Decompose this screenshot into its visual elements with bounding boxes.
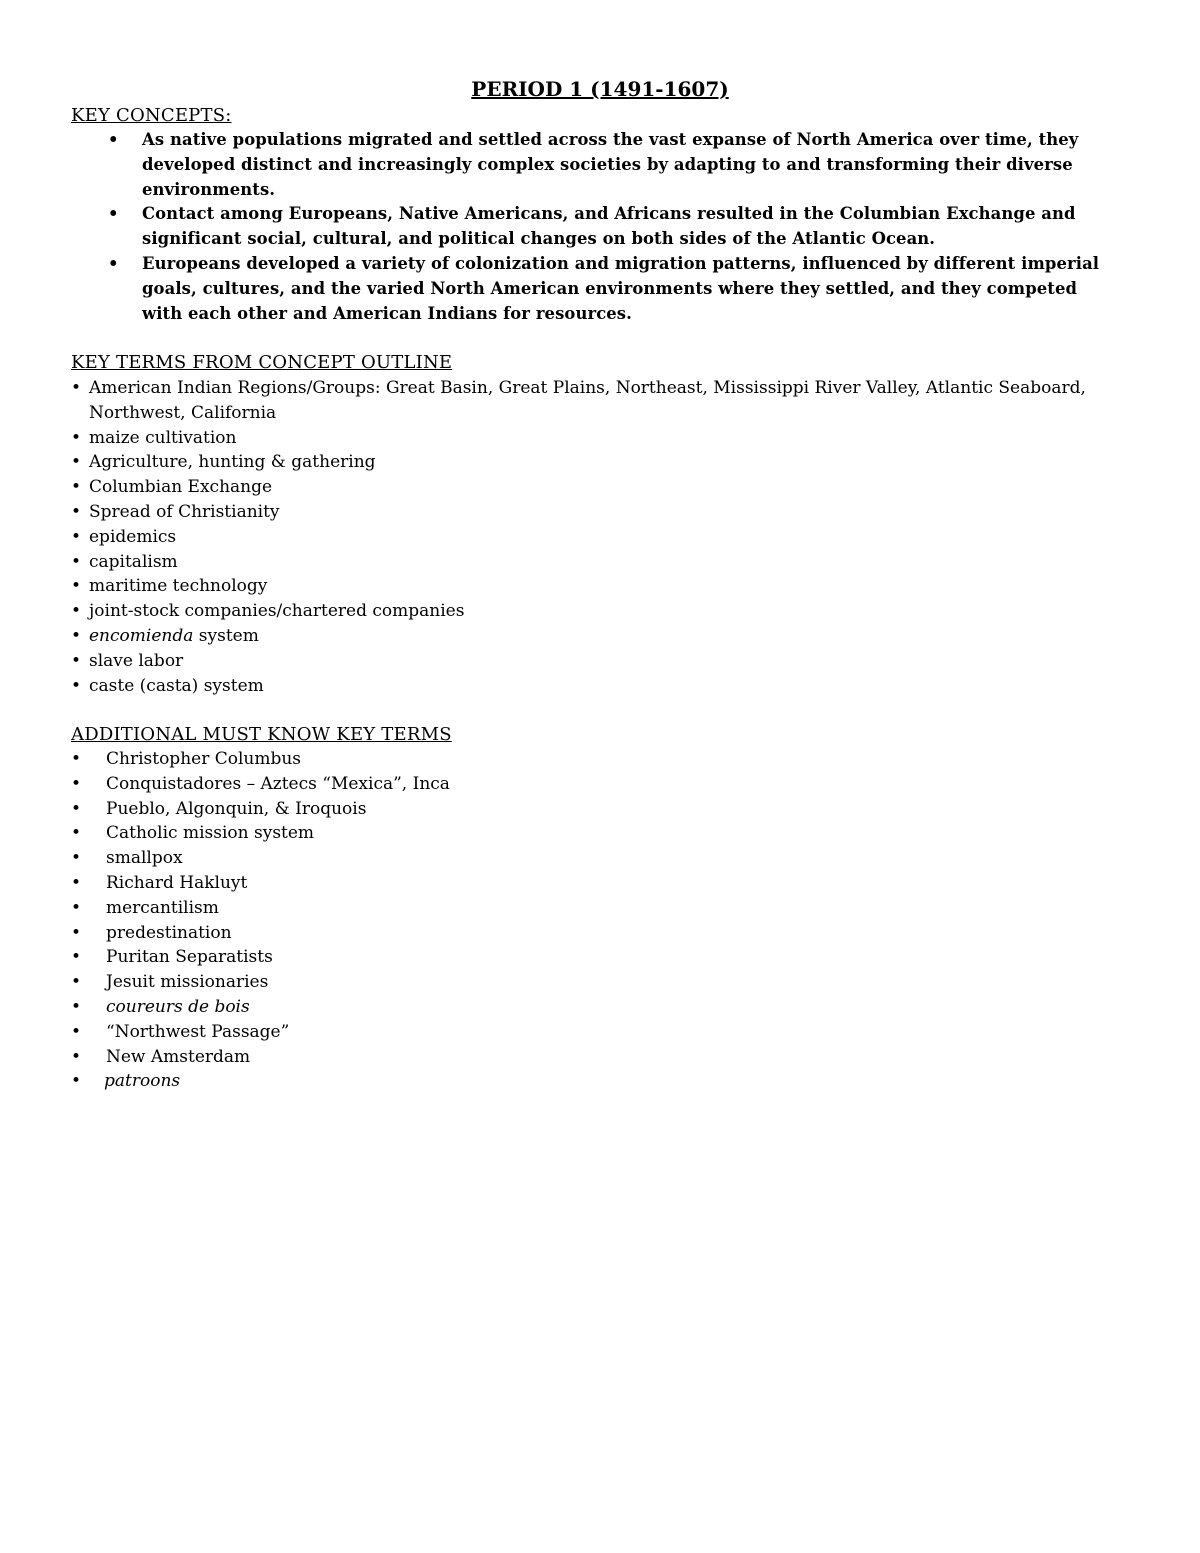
additional-term-text: “Northwest Passage”	[106, 1021, 290, 1042]
additional-term-item	[71, 896, 771, 921]
key-term-item	[71, 599, 1131, 624]
key-term-item	[71, 674, 1131, 699]
bullet-icon: •	[71, 526, 82, 547]
bullet-icon: •	[71, 897, 82, 918]
additional-term-text: mercantilism	[106, 897, 219, 918]
additional-term-text: smallpox	[106, 848, 183, 869]
bullet-icon: •	[108, 130, 119, 149]
key-term-text: capitalism	[89, 551, 178, 572]
bullet-icon: •	[71, 625, 82, 646]
additional-term-item	[71, 921, 771, 946]
key-term-text: maritime technology	[89, 576, 268, 597]
key-concepts-list	[108, 128, 1118, 326]
bullet-icon: •	[71, 947, 82, 968]
key-term-item	[71, 376, 1131, 426]
key-term-text: Agriculture, hunting & gathering	[89, 452, 376, 473]
key-term-text: Columbian Exchange	[89, 477, 273, 498]
key-term-item	[71, 475, 1131, 500]
additional-term-text: Christopher Columbus	[106, 749, 302, 769]
key-concept-text: As native populations migrated and settled across the vast expanse of North America over time, they developed distinct and increasingly complex societies by adapting to and transforming their diverse environments.	[142, 130, 1079, 199]
key-term-item	[71, 500, 1131, 525]
page-title: PERIOD 1 (1491-1607)	[471, 77, 729, 101]
additional-term-item	[71, 821, 771, 846]
key-terms-heading: KEY TERMS FROM CONCEPT OUTLINE	[71, 352, 453, 373]
key-term-item	[71, 649, 1131, 674]
additional-term-item	[71, 846, 771, 871]
bullet-icon: •	[108, 204, 119, 224]
key-concept-item	[108, 128, 1118, 202]
key-term-text: epidemics	[89, 526, 177, 547]
key-term-italic-text: encomienda	[89, 625, 194, 646]
key-concept-text: Contact among Europeans, Native Americans, and Africans resulted in the Columbian Exchange and significant social, cultural, and political changes on both sides of the Atlantic Ocean.	[142, 204, 1076, 249]
bullet-icon: •	[71, 1021, 82, 1042]
additional-term-item	[71, 1045, 771, 1070]
additional-term-text: predestination	[106, 922, 232, 943]
key-term-text: joint-stock companies/chartered companies	[89, 601, 465, 622]
bullet-icon: •	[71, 675, 82, 696]
additional-term-text: Catholic mission system	[106, 823, 315, 844]
bullet-icon: •	[71, 650, 82, 671]
bullet-icon: •	[71, 477, 82, 498]
key-term-item	[71, 550, 1131, 575]
bullet-icon: •	[71, 378, 82, 398]
bullet-icon: •	[71, 972, 82, 993]
additional-term-item	[71, 797, 771, 822]
bullet-icon: •	[71, 823, 82, 844]
bullet-icon: •	[71, 601, 82, 622]
key-term-item	[71, 624, 1131, 649]
bullet-icon: •	[71, 749, 82, 769]
bullet-icon: •	[71, 551, 82, 572]
bullet-icon: •	[71, 848, 82, 869]
key-terms-list	[71, 376, 1131, 698]
bullet-icon: •	[71, 996, 82, 1017]
additional-term-text: Conquistadores – Aztecs “Mexica”, Inca	[106, 773, 450, 794]
additional-term-item	[71, 871, 771, 896]
bullet-icon: •	[71, 773, 82, 794]
bullet-icon: •	[71, 872, 82, 893]
additional-term-item	[71, 1020, 771, 1045]
key-concept-item	[108, 252, 1118, 326]
key-term-text: caste (casta) system	[89, 675, 264, 696]
additional-term-item	[71, 747, 771, 772]
key-term-text: maize cultivation	[89, 427, 237, 448]
key-term-text: system	[193, 625, 259, 646]
key-term-item	[71, 525, 1131, 550]
additional-term-text: patroons	[104, 1071, 181, 1092]
bullet-icon: •	[71, 1046, 82, 1067]
key-concepts-heading: KEY CONCEPTS:	[71, 105, 232, 126]
additional-term-item	[71, 995, 771, 1020]
key-concept-item	[108, 202, 1118, 252]
bullet-icon: •	[108, 253, 119, 273]
additional-term-text: Richard Hakluyt	[106, 872, 248, 893]
key-term-item	[71, 426, 1131, 451]
bullet-icon: •	[71, 427, 82, 448]
additional-term-item	[71, 970, 771, 995]
key-term-text: slave labor	[89, 650, 184, 671]
bullet-icon: •	[71, 452, 82, 473]
additional-term-text: Pueblo, Algonquin, & Iroquois	[106, 798, 367, 819]
bullet-icon: •	[71, 922, 82, 943]
key-term-text: American Indian Regions/Groups: Great Basin, Great Plains, Northeast, Mississippi River Valley, Atlantic Seaboard, Northwest, California	[89, 378, 1086, 423]
key-term-item	[71, 574, 1131, 599]
additional-term-text: Jesuit missionaries	[106, 972, 269, 993]
bullet-icon: •	[71, 798, 82, 819]
additional-term-text: New Amsterdam	[106, 1046, 251, 1067]
bullet-icon: •	[71, 1071, 82, 1092]
key-term-item	[71, 450, 1131, 475]
additional-term-text: Puritan Separatists	[106, 947, 273, 968]
key-term-text: Spread of Christianity	[89, 501, 280, 522]
bullet-icon: •	[71, 501, 82, 522]
additional-term-item	[71, 772, 771, 797]
additional-term-item	[71, 1069, 771, 1094]
bullet-icon: •	[71, 576, 82, 597]
additional-terms-list	[71, 747, 771, 1094]
additional-terms-heading: ADDITIONAL MUST KNOW KEY TERMS	[71, 724, 452, 745]
additional-term-item	[71, 945, 771, 970]
key-concept-text: Europeans developed a variety of colonization and migration patterns, influenced by different imperial goals, cultures, and the varied North American environments where they settled, and they competed with each other and American Indians for resources.	[142, 253, 1100, 323]
additional-term-text: coureurs de bois	[106, 996, 250, 1017]
